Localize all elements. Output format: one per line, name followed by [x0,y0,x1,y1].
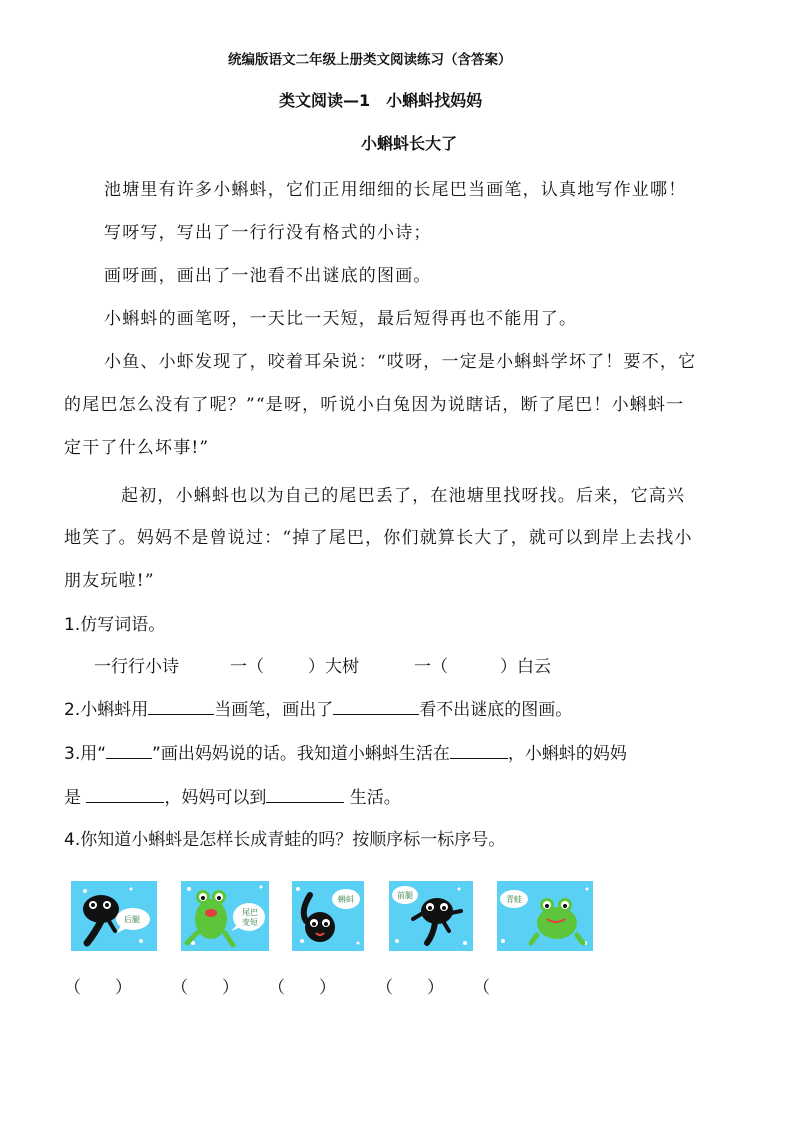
story-line-8: 起初，小蝌蚪也以为自己的尾巴丢了，在池塘里找呀找。后来，它高兴 [121,486,686,506]
question-1-example: 一行行小诗 [94,657,179,677]
picture-bubble-text: 蝌蚪 [338,895,354,904]
tadpole-front-legs-icon [389,881,473,951]
story-title: 小蝌蚪长大了 [361,134,458,153]
answer-blank[interactable] [86,788,164,803]
picture-bubble-text: 前腿 [397,891,413,900]
question-2-part-b: 当画笔，画出了 [214,700,334,720]
question-1-a-prefix: 一（ [230,657,264,677]
frog-short-tail-icon [181,881,269,951]
tadpole-icon [292,881,364,951]
picture-bubble-text: 变短 [242,918,258,927]
document-subtitle: 统编版语文二年级上册类文阅读练习（含答案） [228,52,512,68]
answer-blank[interactable] [450,744,508,759]
story-line-1: 池塘里有许多小蝌蚪，它们正用细细的长尾巴当画笔，认真地写作业哪！ [104,180,687,200]
picture-bubble-text: 青蛙 [506,895,522,904]
question-3-part-b: ”画出妈妈说的话。我知道小蝌蚪生活在 [152,744,450,764]
story-line-2: 写呀写，写出了一行行没有格式的小诗； [104,223,432,243]
picture-bubble-text: 后腿 [124,915,140,924]
order-answer-blank-4[interactable]: （ ） [376,978,444,998]
question-1-a-suffix: ）大树 [308,657,359,677]
question-4-title: 4.你知道小蝌蚪是怎样长成青蛙的吗？按顺序标一标序号。 [64,830,506,850]
answer-blank[interactable] [148,700,214,715]
question-3-line-1 [64,739,627,764]
picture-bubble-text: 尾巴 [242,908,258,917]
question-1-title: 1.仿写词语。 [64,615,166,635]
question-1-b-suffix: ）白云 [500,657,551,677]
order-answer-blank-3[interactable]: （ ） [268,978,336,998]
story-line-7: 定干了什么坏事!” [64,438,210,458]
question-3-part-e: ，妈妈可以到 [164,788,267,808]
question-3-part-f: 生活。 [344,788,401,808]
question-2 [64,695,572,720]
order-answer-blank-5[interactable]: （ [473,978,490,998]
question-3-part-a: 3.用“ [64,744,107,764]
answer-blank[interactable] [333,700,419,715]
question-1-b-prefix: 一（ [414,657,448,677]
order-answer-blank-2[interactable]: （ ） [171,978,239,998]
question-3-line-2 [64,783,401,808]
question-2-part-a: 2.小蝌蚪用 [64,700,149,720]
question-3-part-c: ，小蝌蚪的妈妈 [507,744,627,764]
story-line-10: 朋友玩啦!” [64,571,155,591]
question-2-part-c: 看不出谜底的图画。 [419,700,573,720]
question-3-part-d: 是 [64,788,87,808]
story-line-6: 的尾巴怎么没有了呢？”“是呀，听说小白兔因为说瞎话，断了尾巴！小蝌蚪一 [64,395,685,415]
lesson-title: 类文阅读—1 小蝌蚪找妈妈 [279,91,483,110]
answer-blank[interactable] [106,744,152,759]
tadpole-back-legs-icon [71,881,157,951]
story-line-5: 小鱼、小虾发现了，咬着耳朵说：“哎呀，一定是小蝌蚪学坏了！要不，它 [104,352,697,372]
order-answer-blank-1[interactable]: （ ） [64,978,132,998]
answer-blank[interactable] [266,788,344,803]
question-1-blank-b [414,652,551,677]
story-line-4: 小蝌蚪的画笔呀，一天比一天短，最后短得再也不能用了。 [104,309,578,329]
story-line-9: 地笑了。妈妈不是曾说过：“掉了尾巴，你们就算长大了，就可以到岸上去找小 [64,528,693,548]
frog-icon [497,881,593,951]
question-1-blank-a [230,652,359,677]
story-line-3: 画呀画，画出了一池看不出谜底的图画。 [104,266,432,286]
